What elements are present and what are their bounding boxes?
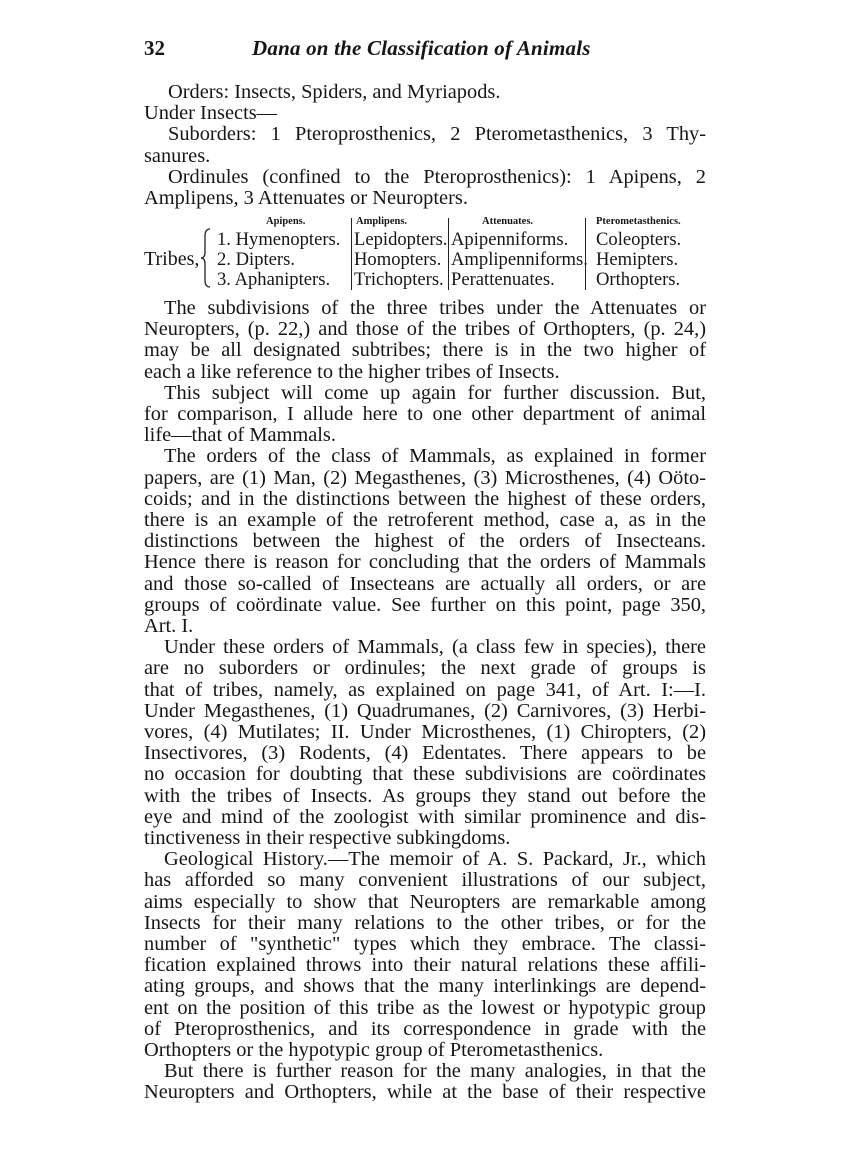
running-title: Dana on the Classification of Animals bbox=[252, 36, 591, 60]
table-cell: Trichopters. bbox=[354, 269, 444, 290]
text-line: groups of coördinate value. See further on this point, page 350, bbox=[144, 593, 706, 616]
text-line: distinctions between the highest of the orders of Insecteans. bbox=[144, 530, 706, 553]
text-line: tinctiveness in their respective subkingdoms. bbox=[144, 827, 511, 849]
text-line: The subdivisions of the three tribes under the Attenuates or bbox=[164, 297, 706, 319]
table-divider bbox=[585, 218, 586, 290]
text-line: ating groups, and shows that the many interlinkings are depend- bbox=[144, 975, 706, 998]
text-line: Orders: Insects, Spiders, and Myriapods. bbox=[168, 81, 501, 103]
table-divider bbox=[448, 218, 449, 290]
text-line: Under Insects— bbox=[144, 102, 278, 125]
text-line: This subject will come up again for further discussion. But, bbox=[164, 381, 706, 404]
table-cell: 2. Dipters. bbox=[217, 249, 295, 270]
text-line: Orthopters or the hypotypic group of Pterometasthenics. bbox=[144, 1039, 604, 1061]
curly-brace-icon bbox=[201, 228, 211, 288]
table-header-attenuates: Attenuates. bbox=[482, 216, 534, 227]
text-line: But there is further reason for the many analogies, in that the bbox=[164, 1060, 706, 1083]
table-cell: Hemipters. bbox=[596, 249, 679, 270]
table-cell: Perattenuates. bbox=[451, 269, 555, 290]
text-line: has afforded so many convenient illustrations of our subject, bbox=[144, 869, 706, 892]
text-line: Under these orders of Mammals, (a class few in species), there bbox=[164, 636, 706, 659]
text-line: with the tribes of Insects. As groups they stand out before the bbox=[144, 784, 706, 807]
text-line: Neuropters and Orthopters, while at the base of their respective bbox=[144, 1081, 706, 1104]
text-line: there is an example of the retroferent method, case a, as in the bbox=[144, 509, 706, 531]
text-line: Suborders: 1 Pteroprosthenics, 2 Pterometasthenics, 3 Thy- bbox=[168, 123, 706, 146]
text-line: that of tribes, namely, as explained on page 341, of Art. I:—I. bbox=[144, 678, 706, 701]
table-header-pterometasthenics: Pterometasthenics. bbox=[596, 216, 681, 227]
text-line: may be all designated subtribes; there is in the two higher of bbox=[144, 339, 706, 362]
text-line: papers, are (1) Man, (2) Megasthenes, (3) Microsthenes, (4) Oöto- bbox=[144, 466, 706, 489]
text-line: eye and mind of the zoologist with similar prominence and dis- bbox=[144, 805, 706, 828]
text-line: Under Megasthenes, (1) Quadrumanes, (2) Carnivores, (3) Herbi- bbox=[144, 699, 706, 722]
table-cell: Lepidopters. bbox=[354, 229, 448, 250]
text-line: vores, (4) Mutilates; II. Under Microsthenes, (1) Chiropters, (2) bbox=[144, 721, 706, 743]
text-line: Insectivores, (3) Rodents, (4) Edentates. There appears to be bbox=[144, 742, 706, 765]
table-cell: Apipenniforms. bbox=[451, 229, 569, 250]
text-line: aims especially to show that Neuropters are remarkable among bbox=[144, 890, 706, 913]
text-line: for comparison, I allude here to one other department of animal bbox=[144, 403, 706, 425]
text-line: number of "synthetic" types which they embrace. The classi- bbox=[144, 933, 706, 955]
table-header-apipens: Apipens. bbox=[266, 216, 306, 227]
text-line: ent on the position of this tribe as the lowest or hypotypic group bbox=[144, 996, 706, 1019]
text-line: life—that of Mammals. bbox=[144, 424, 336, 447]
text-line: and those so-called of Insecteans are actually all orders, or are bbox=[144, 572, 706, 595]
table-cell: Coleopters. bbox=[596, 229, 682, 250]
table-row-label: Tribes, bbox=[144, 248, 200, 270]
text-line: The orders of the class of Mammals, as explained in former bbox=[164, 445, 706, 468]
table-cell: Amplipenniforms. bbox=[451, 249, 588, 270]
text-line: Amplipens, 3 Attenuates or Neuropters. bbox=[144, 187, 468, 209]
tribes-table bbox=[144, 216, 714, 292]
table-cell: 3. Aphanipters. bbox=[217, 269, 331, 290]
text-line: Hence there is reason for concluding that the orders of Mammals bbox=[144, 551, 706, 574]
text-line: sanures. bbox=[144, 144, 211, 167]
text-line: coids; and in the distinctions between the highest of these orders, bbox=[144, 487, 706, 510]
table-header-amplipens: Amplipens. bbox=[356, 216, 408, 227]
text-line: are no suborders or ordinules; the next grade of groups is bbox=[144, 657, 706, 680]
text-line: Geological History.—The memoir of A. S. Packard, Jr., which bbox=[164, 848, 706, 871]
running-header bbox=[0, 34, 850, 64]
page-number: 32 bbox=[144, 36, 165, 60]
text-line: Insects for their many relations to the other tribes, or for the bbox=[144, 911, 706, 934]
table-cell: Orthopters. bbox=[596, 269, 681, 290]
table-divider bbox=[351, 218, 352, 290]
table-cell: Homopters. bbox=[354, 249, 442, 270]
text-line: no occasion for doubting that these subdivisions are coördinates bbox=[144, 763, 706, 786]
table-cell: 1. Hymenopters. bbox=[217, 229, 341, 250]
text-line: Neuropters, (p. 22,) and those of the tribes of Orthopters, (p. 24,) bbox=[144, 318, 706, 341]
text-line: Ordinules (confined to the Pteroprosthenics): 1 Apipens, 2 bbox=[168, 165, 706, 188]
text-line: Art. I. bbox=[144, 615, 194, 637]
text-line: fication explained throws into their natural relations these affili- bbox=[144, 954, 706, 977]
text-line: of Pteroprosthenics, and its correspondence in grade with the bbox=[144, 1017, 706, 1040]
text-line: each a like reference to the higher tribes of Insects. bbox=[144, 360, 560, 383]
